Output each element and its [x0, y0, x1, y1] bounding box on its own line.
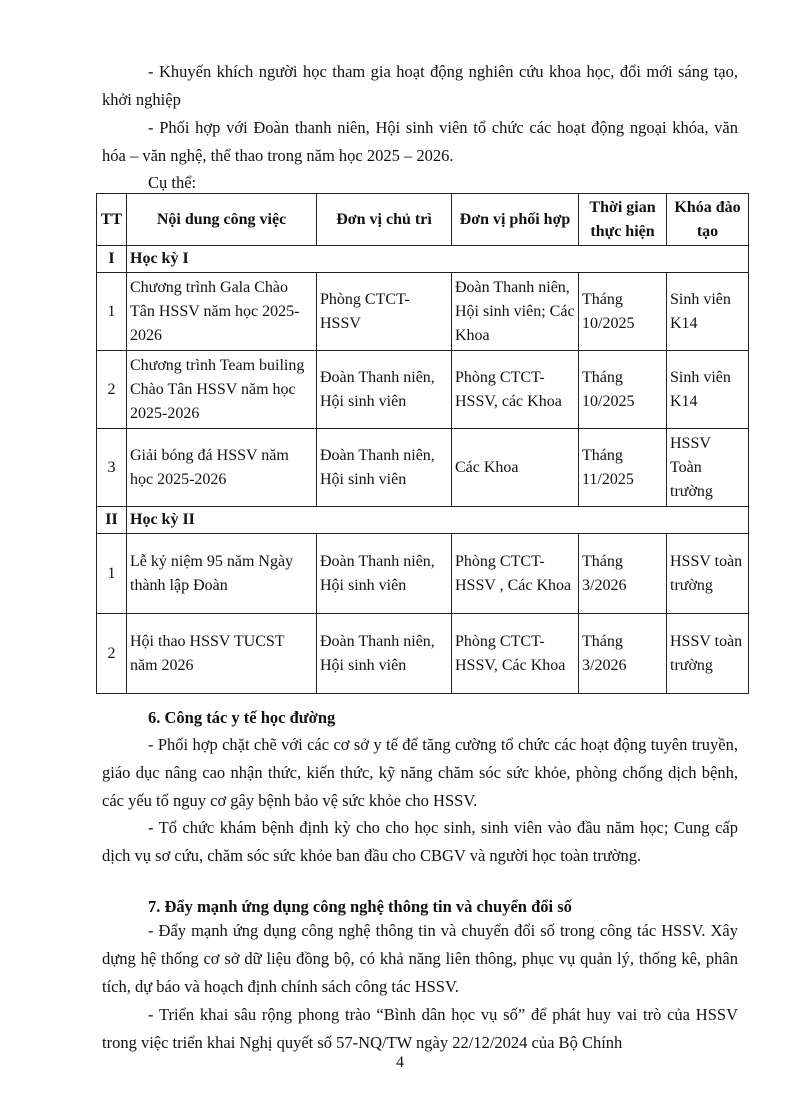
cell-tt: 1 [97, 273, 127, 351]
table-header-row [97, 194, 749, 246]
section-7-heading: 7. Đẩy mạnh ứng dụng công nghệ thông tin và chuyển đổi số [148, 897, 572, 916]
cell-tt: 2 [97, 614, 127, 694]
section-6-heading: 6. Công tác y tế học đường [148, 708, 336, 727]
section-6-paragraph-1: - Phối hợp chặt chẽ với các cơ sở y tế để tăng cường tổ chức các hoạt động tuyên truyền, giáo dục nâng cao nhận thức, kiến thức, kỹ năng chăm sóc sức khỏe, phòng chống dịch bệnh, các yếu tố nguy cơ gây bệnh bảo vệ sức khỏe cho HSSV. [102, 735, 738, 810]
cell-tt: 1 [97, 534, 127, 614]
section-title: Học kỳ I [127, 246, 749, 273]
cell-course: HSSV Toàn trường [667, 429, 749, 507]
table-row [97, 351, 749, 429]
cell-lead: Đoàn Thanh niên, Hội sinh viên [317, 351, 452, 429]
table-row [97, 273, 749, 351]
activity-plan-table [96, 193, 749, 694]
section-7-paragraph-2: - Triển khai sâu rộng phong trào “Bình dân học vụ số” để phát huy vai trò của HSSV trong việc triển khai Nghị quyết số 57-NQ/TW ngày 22/12/2024 của Bộ Chính [102, 1005, 738, 1052]
cell-lead: Đoàn Thanh niên, Hội sinh viên [317, 429, 452, 507]
cell-time: Tháng 10/2025 [579, 273, 667, 351]
cell-partner: Đoàn Thanh niên, Hội sinh viên; Các Khoa [452, 273, 579, 351]
page-number: 4 [396, 1054, 404, 1071]
cell-tt: 3 [97, 429, 127, 507]
section-roman: I [97, 246, 127, 273]
header-cell-lead: Đơn vị chủ trì [317, 194, 452, 246]
table-row [97, 614, 749, 694]
cell-content: Chương trình Team builing Chào Tân HSSV năm học 2025-2026 [127, 351, 317, 429]
cell-time: Tháng 11/2025 [579, 429, 667, 507]
cell-content: Lễ kỷ niệm 95 năm Ngày thành lập Đoàn [127, 534, 317, 614]
header-cell-partner: Đơn vị phối hợp [452, 194, 579, 246]
intro-paragraph-3: Cụ thể: [148, 173, 197, 192]
cell-partner: Phòng CTCT-HSSV , Các Khoa [452, 534, 579, 614]
cell-content: Chương trình Gala Chào Tân HSSV năm học 2025-2026 [127, 273, 317, 351]
cell-partner: Các Khoa [452, 429, 579, 507]
cell-lead: Đoàn Thanh niên, Hội sinh viên [317, 614, 452, 694]
header-cell-tt: TT [97, 194, 127, 246]
cell-partner: Phòng CTCT-HSSV, các Khoa [452, 351, 579, 429]
header-cell-course: Khóa đào tạo [667, 194, 749, 246]
table-row [97, 429, 749, 507]
cell-course: Sinh viên K14 [667, 351, 749, 429]
cell-tt: 2 [97, 351, 127, 429]
header-cell-content: Nội dung công việc [127, 194, 317, 246]
intro-paragraph-1: - Khuyến khích người học tham gia hoạt động nghiên cứu khoa học, đổi mới sáng tạo, khởi nghiệp [102, 62, 738, 109]
cell-time: Tháng 10/2025 [579, 351, 667, 429]
cell-content: Hội thao HSSV TUCST năm 2026 [127, 614, 317, 694]
cell-lead: Đoàn Thanh niên, Hội sinh viên [317, 534, 452, 614]
header-cell-time: Thời gian thực hiện [579, 194, 667, 246]
cell-course: HSSV toàn trường [667, 534, 749, 614]
section-row [97, 246, 749, 273]
cell-content: Giải bóng đá HSSV năm học 2025-2026 [127, 429, 317, 507]
section-row [97, 507, 749, 534]
section-7-paragraph-1: - Đẩy mạnh ứng dụng công nghệ thông tin và chuyển đổi số trong công tác HSSV. Xây dựng hệ thống cơ sở dữ liệu đồng bộ, có khả năng liên thông, phục vụ quản lý, thống kê, phân tích, dự báo và hoạch định chính sách công tác HSSV. [102, 921, 738, 996]
section-roman: II [97, 507, 127, 534]
section-6-paragraph-2: - Tổ chức khám bệnh định kỳ cho cho học sinh, sinh viên vào đầu năm học; Cung cấp dịch vụ sơ cứu, chăm sóc sức khỏe ban đầu cho CBGV và người học toàn trường. [102, 818, 738, 865]
cell-course: HSSV toàn trường [667, 614, 749, 694]
cell-time: Tháng 3/2026 [579, 614, 667, 694]
section-title: Học kỳ II [127, 507, 749, 534]
intro-paragraph-2: - Phối hợp với Đoàn thanh niên, Hội sinh viên tổ chức các hoạt động ngoại khóa, văn hóa – văn nghệ, thể thao trong năm học 2025 – 2026. [102, 118, 738, 165]
cell-course: Sinh viên K14 [667, 273, 749, 351]
table-row [97, 534, 749, 614]
cell-partner: Phòng CTCT-HSSV, Các Khoa [452, 614, 579, 694]
cell-time: Tháng 3/2026 [579, 534, 667, 614]
cell-lead: Phòng CTCT-HSSV [317, 273, 452, 351]
